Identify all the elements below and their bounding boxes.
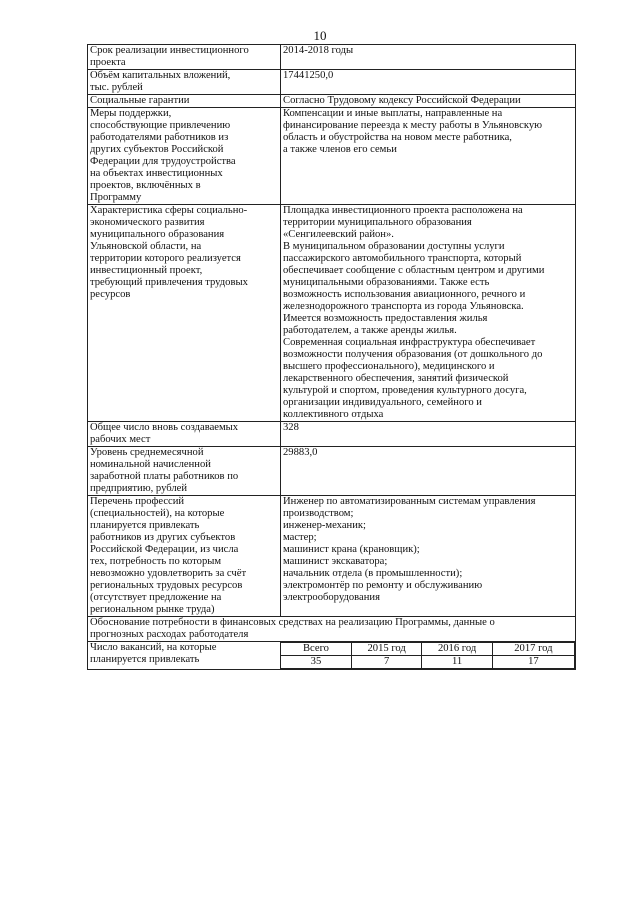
value-line: организации индивидуального, семейного и: [283, 397, 482, 408]
value-2017: 17: [492, 656, 574, 669]
label-line: Уровень среднемесячной: [90, 447, 204, 458]
label-line: проекта: [90, 57, 126, 68]
value-2015: 7: [351, 656, 421, 669]
value-line: работодателем, а также аренды жилья.: [283, 325, 457, 336]
value-line: 328: [283, 422, 299, 433]
section-heading: [88, 617, 576, 642]
value-line: 29883,0: [283, 447, 318, 458]
label-line: территории которого реализуется: [90, 253, 241, 264]
value-line: машинист крана (крановщик);: [283, 544, 420, 555]
value-line: возможность использования авиационного, речного и: [283, 289, 526, 300]
value-line: территории муниципального образования: [283, 217, 472, 228]
section-heading-row: [88, 617, 576, 642]
value-line: Современная социальная инфраструктура обеспечивает: [283, 337, 536, 348]
value-line: Площадка инвестиционного проекта расположена на: [283, 205, 523, 216]
label-line: инвестиционный проект,: [90, 265, 203, 276]
row-value: [281, 422, 576, 447]
table-row: [88, 447, 576, 496]
label-line: Перечень профессий: [90, 496, 185, 507]
value-line: область и обустройства на новом месте работника,: [283, 132, 512, 143]
section-heading-line: прогнозных расходах работодателя: [90, 629, 249, 640]
header-2017: 2017 год: [492, 643, 574, 656]
label-line: требующий привлечения трудовых: [90, 277, 248, 288]
header-2015: 2015 год: [351, 643, 421, 656]
label-line: Федерации для трудоустройства: [90, 156, 236, 167]
table-row: [88, 108, 576, 205]
table-row: [88, 70, 576, 95]
value-line: Компенсации и иные выплаты, направленные на: [283, 108, 503, 119]
table-row: [88, 205, 576, 422]
label-line: тех, потребность по которым: [90, 556, 222, 567]
value-line: обеспечивает сообщение с областным центром и другими: [283, 265, 545, 276]
value-line: железнодорожного транспорта из города Ульяновска.: [283, 301, 524, 312]
label-line: способствующие привлечению: [90, 120, 231, 131]
value-line: финансирование переезда к месту работы в Ульяновскую: [283, 120, 543, 131]
table-row: [88, 496, 576, 617]
value-line: электрооборудования: [283, 592, 380, 603]
label-line: Характеристика сферы социально-: [90, 205, 248, 216]
label-line: невозможно удовлетворить за счёт: [90, 568, 247, 579]
value-line: инженер-механик;: [283, 520, 366, 531]
row-label: [88, 496, 281, 617]
row-label: [88, 422, 281, 447]
label-line: региональном рынке труда): [90, 604, 215, 615]
vacancy-label-line: Число вакансий, на которые: [90, 642, 217, 653]
label-line: других субъектов Российской: [90, 144, 224, 155]
label-line: работодателями работников из: [90, 132, 229, 143]
value-line: муниципальными образованиями. Также есть: [283, 277, 490, 288]
label-line: Ульяновской области, на: [90, 241, 202, 252]
table-row: [88, 422, 576, 447]
value-total: 35: [281, 656, 351, 669]
label-line: рабочих мест: [90, 434, 151, 445]
vacancy-label-line: планируется привлекать: [90, 654, 200, 665]
label-line: на объектах инвестиционных: [90, 168, 223, 179]
label-line: (отсутствует предложение на: [90, 592, 222, 603]
table-row: [88, 45, 576, 70]
row-value: [281, 108, 576, 205]
header-total: Всего: [281, 643, 351, 656]
project-table: [87, 44, 576, 670]
value-line: Имеется возможность предоставления жилья: [283, 313, 488, 324]
value-line: 2014-2018 годы: [283, 45, 354, 56]
value-line: коллективного отдыха: [283, 409, 384, 420]
label-line: Объём капитальных вложений,: [90, 70, 231, 81]
table-row: [88, 95, 576, 108]
row-value: [281, 496, 576, 617]
header-2016: 2016 год: [422, 643, 492, 656]
label-line: планируется привлекать: [90, 520, 200, 531]
row-label: [88, 447, 281, 496]
label-line: (специальностей), на которые: [90, 508, 225, 519]
vacancy-value-row: [281, 656, 575, 669]
value-line: пассажирского автомобильного транспорта, который: [283, 253, 522, 264]
value-line: начальник отдела (в промышленности);: [283, 568, 463, 579]
value-line: производством;: [283, 508, 354, 519]
value-line: Инженер по автоматизированным системам управления: [283, 496, 536, 507]
value-2016: 11: [422, 656, 492, 669]
value-line: «Сенгилеевский район».: [283, 229, 394, 240]
vacancy-row: [88, 642, 576, 670]
label-line: заработной платы работников по: [90, 471, 239, 482]
label-line: Программу: [90, 192, 142, 203]
value-line: Согласно Трудовому кодексу Российской Федерации: [283, 95, 521, 106]
value-line: высшего профессионального), медицинского и: [283, 361, 495, 372]
label-line: ресурсов: [90, 289, 131, 300]
row-value: [281, 45, 576, 70]
row-value: [281, 70, 576, 95]
label-line: муниципального образования: [90, 229, 225, 240]
label-line: Социальные гарантии: [90, 95, 190, 106]
label-line: работников из других субъектов: [90, 532, 236, 543]
value-line: культурой и спортом, проведения культурного досуга,: [283, 385, 527, 396]
label-line: Общее число вновь создаваемых: [90, 422, 239, 433]
label-line: Меры поддержки,: [90, 108, 172, 119]
page-number: 10: [313, 28, 327, 43]
label-line: проектов, включённых в: [90, 180, 201, 191]
row-label: [88, 108, 281, 205]
value-line: машинист экскаватора;: [283, 556, 388, 567]
section-heading-line: Обоснование потребности в финансовых средствах на реализацию Программы, данные о: [90, 617, 495, 628]
label-line: экономического развития: [90, 217, 205, 228]
label-line: Срок реализации инвестиционного: [90, 45, 249, 56]
label-line: тыс. рублей: [90, 82, 143, 93]
label-line: предприятию, рублей: [90, 483, 188, 494]
value-line: мастер;: [283, 532, 317, 543]
row-value: [281, 205, 576, 422]
row-label: [88, 70, 281, 95]
vacancy-header-row: [281, 643, 575, 656]
value-line: возможности получения образования (от дошкольного до: [283, 349, 543, 360]
value-line: В муниципальном образовании доступны услуги: [283, 241, 505, 252]
value-line: электромонтёр по ремонту и обслуживанию: [283, 580, 483, 591]
vacancy-table: [281, 642, 575, 669]
value-line: 17441250,0: [283, 70, 334, 81]
vacancy-label: [88, 642, 281, 670]
label-line: номинальной начисленной: [90, 459, 211, 470]
value-line: лекарственного обеспечения, занятий физической: [283, 373, 509, 384]
value-line: а также членов его семьи: [283, 144, 397, 155]
row-value: [281, 447, 576, 496]
row-label: [88, 95, 281, 108]
label-line: Российской Федерации, из числа: [90, 544, 239, 555]
row-label: [88, 45, 281, 70]
label-line: региональных трудовых ресурсов: [90, 580, 243, 591]
row-value: [281, 95, 576, 108]
vacancy-values-cell: [281, 642, 576, 670]
row-label: [88, 205, 281, 422]
